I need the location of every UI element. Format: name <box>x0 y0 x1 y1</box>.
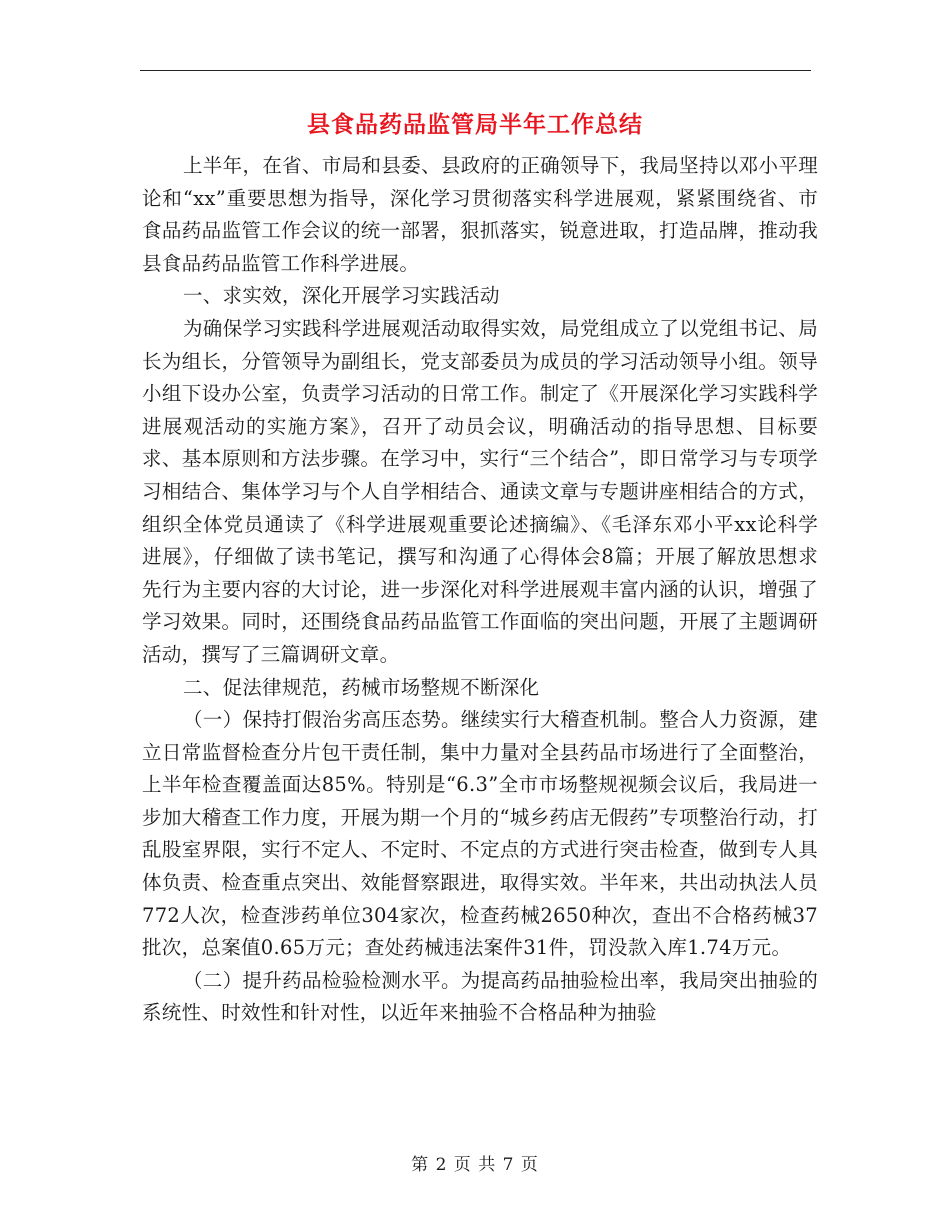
paragraph-anti-counterfeit: （一）保持打假治劣高压态势。继续实行大稽查机制。整合人力资源，建立日常监督检查分片包干责任制，集中力量对全县药品市场进行了全面整治，上半年检查覆盖面达85%。特别是“6.3”全市市场整规视频会议后，我局进一步加大稽查工作力度，开展为期一个月的“城乡药店无假药”专项整治行动，打乱股室界限，实行不定人、不定时、不定点的方式进行突击检查，做到专人具体负责、检查重点突出、效能督察跟进，取得实效。半年来，共出动执法人员772人次，检查涉药单位304家次，检查药械2650种次，查出不合格药械37批次，总案值0.65万元；查处药械违法案件31件，罚没款入库1.74万元。 <box>142 708 818 960</box>
document-body <box>142 150 818 1030</box>
page-number-label: 第 2 页 共 7 页 <box>411 1155 539 1175</box>
page-footer <box>0 1153 950 1177</box>
paragraph-intro: 上半年，在省、市局和县委、县政府的正确领导下，我局坚持以邓小平理论和“xx”重要思想为指导，深化学习贯彻落实科学进展观，紧紧围绕省、市食品药品监管工作会议的统一部署，狠抓落实，锐意进取，打造品牌，推动我县食品药品监管工作科学进展。 <box>142 154 818 275</box>
paragraph-inspection-testing: （二）提升药品检验检测水平。为提高药品抽验检出率，我局突出抽验的系统性、时效性和针对性，以近年来抽验不合格品种为抽验 <box>142 968 818 1025</box>
header-rule <box>140 70 811 71</box>
section-heading-2: 二、促法律规范，药械市场整规不断深化 <box>182 675 540 699</box>
section-heading-1: 一、求实效，深化开展学习实践活动 <box>182 284 500 308</box>
paragraph-study-activities: 为确保学习实践科学进展观活动取得实效，局党组成立了以党组书记、局长为组长，分管领导为副组长，党支部委员为成员的学习活动领导小组。领导小组下设办公室，负责学习活动的日常工作。制定了《开展深化学习实践科学进展观活动的实施方案》，召开了动员会议，明确活动的指导思想、目标要求、基本原则和方法步骤。在学习中，实行“三个结合”，即日常学习与专项学习相结合、集体学习与个人自学相结合、通读文章与专题讲座相结合的方式，组织全体党员通读了《科学进展观重要论述摘编》、《毛泽东邓小平xx论科学进展》，仔细做了读书笔记，撰写和沟通了心得体会8篇；开展了解放思想求先行为主要内容的大讨论，进一步深化对科学进展观丰富内涵的认识，增强了学习效果。同时，还围绕食品药品监管工作面临的突出问题，开展了主题调研活动，撰写了三篇调研文章。 <box>142 316 818 666</box>
document-title: 县食品药品监管局半年工作总结 <box>307 112 643 138</box>
